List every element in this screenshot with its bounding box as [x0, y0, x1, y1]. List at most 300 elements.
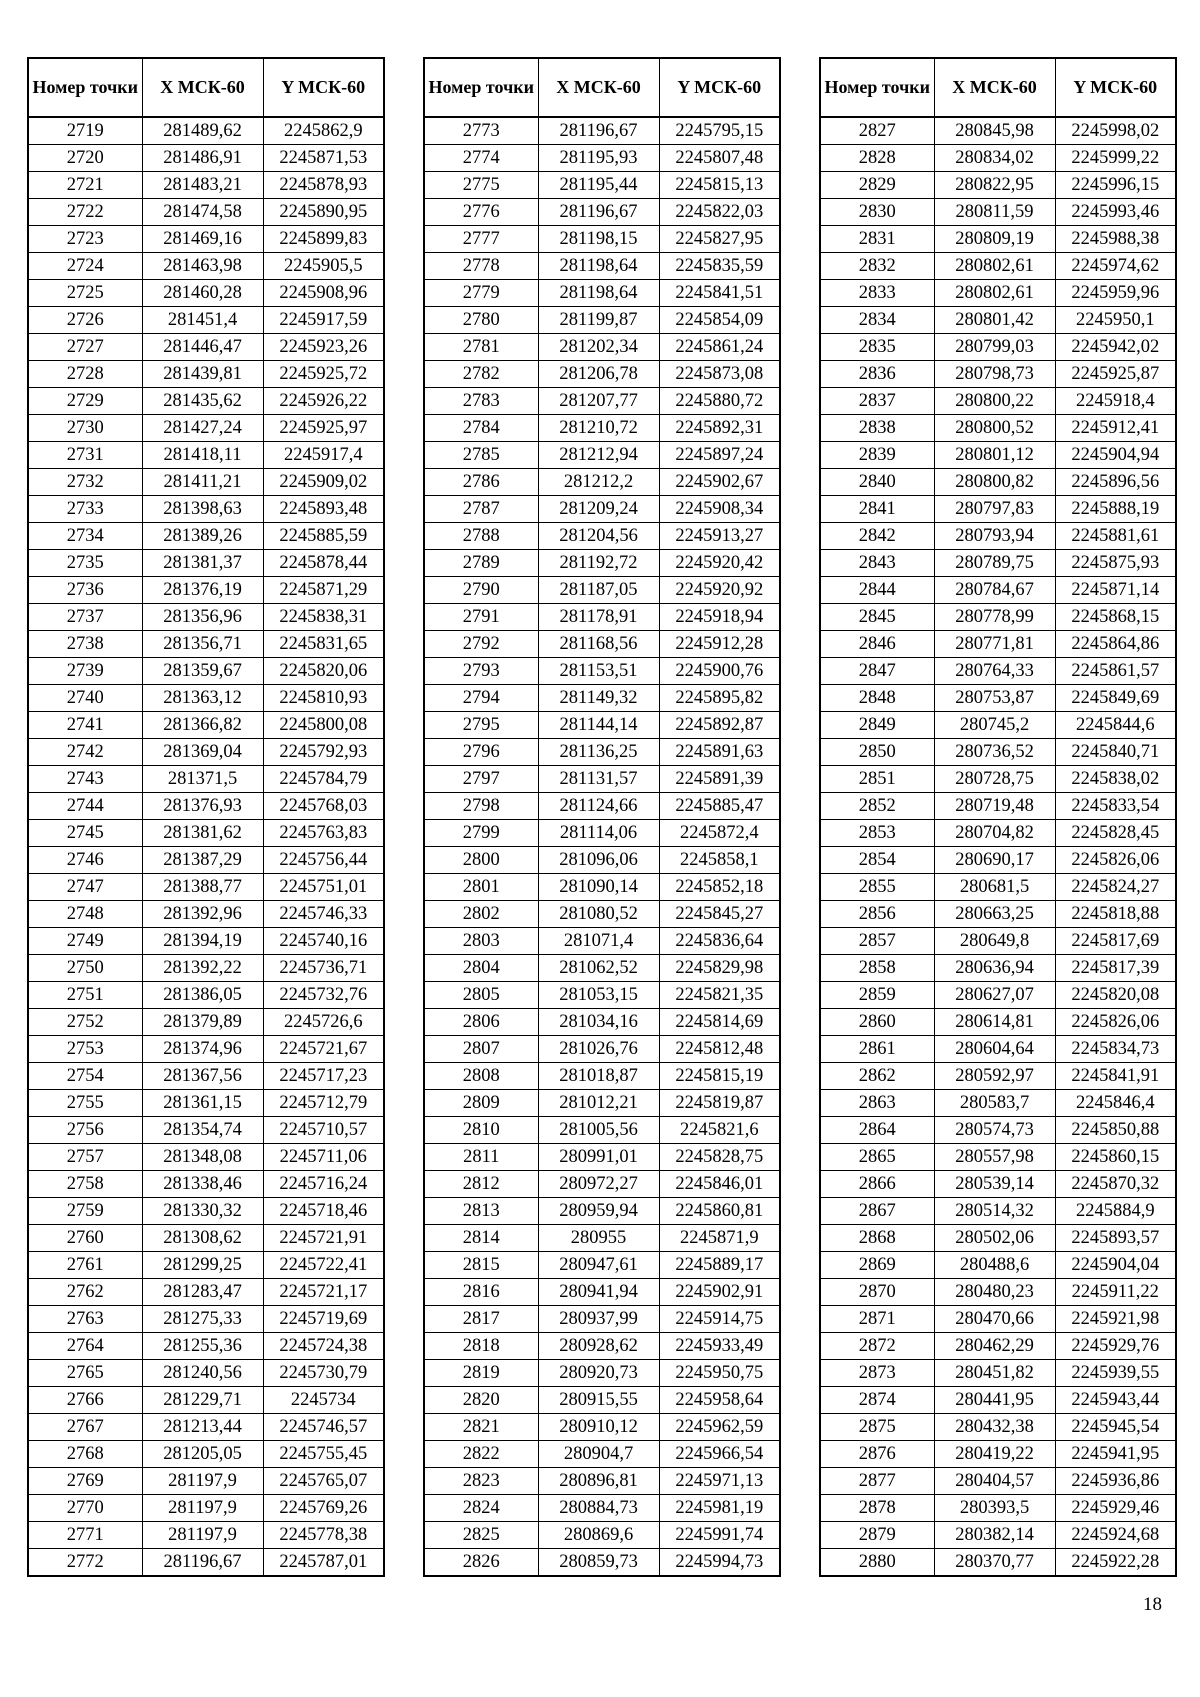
x-coordinate-cell: 280574,73	[934, 1117, 1055, 1144]
x-coordinate-cell: 281299,25	[142, 1252, 263, 1279]
x-coordinate-cell: 280745,2	[934, 712, 1055, 739]
point-number-cell: 2824	[424, 1495, 538, 1522]
x-coordinate-cell: 280800,82	[934, 469, 1055, 496]
y-coordinate-cell: 2245872,4	[659, 820, 780, 847]
table-row	[28, 847, 384, 874]
y-coordinate-cell: 2245892,87	[659, 712, 780, 739]
y-coordinate-cell: 2245891,63	[659, 739, 780, 766]
point-number-cell: 2784	[424, 415, 538, 442]
point-number-cell: 2738	[28, 631, 142, 658]
point-number-cell: 2823	[424, 1468, 538, 1495]
y-coordinate-cell: 2245942,02	[1055, 334, 1176, 361]
point-number-cell: 2848	[820, 685, 934, 712]
point-number-cell: 2875	[820, 1414, 934, 1441]
table-row	[424, 604, 780, 631]
table-row	[820, 955, 1176, 982]
point-number-cell: 2753	[28, 1036, 142, 1063]
x-coordinate-cell: 280884,73	[538, 1495, 659, 1522]
table-row	[820, 1117, 1176, 1144]
y-coordinate-cell: 2245900,76	[659, 658, 780, 685]
y-coordinate-cell: 2245870,32	[1055, 1171, 1176, 1198]
x-coordinate-cell: 280488,6	[934, 1252, 1055, 1279]
table-header-row	[28, 58, 384, 117]
table-row	[820, 712, 1176, 739]
x-coordinate-cell: 281427,24	[142, 415, 263, 442]
table-row	[28, 280, 384, 307]
point-number-cell: 2773	[424, 117, 538, 145]
y-coordinate-cell: 2245871,53	[263, 145, 384, 172]
table-row	[28, 307, 384, 334]
x-coordinate-cell: 281411,21	[142, 469, 263, 496]
table-row	[28, 1171, 384, 1198]
table-row	[28, 442, 384, 469]
table-row	[820, 1360, 1176, 1387]
y-coordinate-cell: 2245815,19	[659, 1063, 780, 1090]
point-number-cell: 2756	[28, 1117, 142, 1144]
point-number-cell: 2827	[820, 117, 934, 145]
point-number-cell: 2861	[820, 1036, 934, 1063]
y-coordinate-cell: 2245974,62	[1055, 253, 1176, 280]
coordinate-tables	[27, 57, 1175, 1572]
point-number-cell: 2839	[820, 442, 934, 469]
y-coordinate-cell: 2245893,48	[263, 496, 384, 523]
y-coordinate-cell: 2245826,06	[1055, 847, 1176, 874]
table-row	[28, 415, 384, 442]
table-row	[424, 117, 780, 145]
x-coordinate-cell: 280896,81	[538, 1468, 659, 1495]
point-number-cell: 2746	[28, 847, 142, 874]
y-coordinate-cell: 2245730,79	[263, 1360, 384, 1387]
table-row	[424, 1441, 780, 1468]
table-row	[820, 145, 1176, 172]
y-coordinate-cell: 2245820,06	[263, 658, 384, 685]
point-number-cell: 2796	[424, 739, 538, 766]
x-coordinate-cell: 281486,91	[142, 145, 263, 172]
table-row	[28, 1441, 384, 1468]
point-number-cell: 2771	[28, 1522, 142, 1549]
y-coordinate-cell: 2245912,41	[1055, 415, 1176, 442]
point-number-cell: 2804	[424, 955, 538, 982]
point-number-cell: 2818	[424, 1333, 538, 1360]
x-coordinate-cell: 280462,29	[934, 1333, 1055, 1360]
table-row	[28, 739, 384, 766]
point-number-cell: 2759	[28, 1198, 142, 1225]
y-coordinate-cell: 2245835,59	[659, 253, 780, 280]
y-coordinate-cell: 2245841,91	[1055, 1063, 1176, 1090]
table-row	[820, 901, 1176, 928]
table-row	[424, 1549, 780, 1577]
table-row	[424, 1252, 780, 1279]
point-number-cell: 2787	[424, 496, 538, 523]
table-row	[424, 415, 780, 442]
table-row	[28, 334, 384, 361]
x-coordinate-cell: 281192,72	[538, 550, 659, 577]
table-row	[820, 820, 1176, 847]
x-coordinate-cell: 281131,57	[538, 766, 659, 793]
y-coordinate-cell: 2245844,6	[1055, 712, 1176, 739]
table-row	[28, 604, 384, 631]
point-number-cell: 2840	[820, 469, 934, 496]
y-coordinate-cell: 2245755,45	[263, 1441, 384, 1468]
y-coordinate-cell: 2245852,18	[659, 874, 780, 901]
y-coordinate-cell: 2245787,01	[263, 1549, 384, 1577]
point-number-cell: 2737	[28, 604, 142, 631]
y-coordinate-cell: 2245838,31	[263, 604, 384, 631]
y-coordinate-cell: 2245840,71	[1055, 739, 1176, 766]
point-number-cell: 2863	[820, 1090, 934, 1117]
table-row	[820, 1144, 1176, 1171]
y-coordinate-cell: 2245817,39	[1055, 955, 1176, 982]
point-number-cell: 2795	[424, 712, 538, 739]
table-row	[820, 928, 1176, 955]
x-coordinate-cell: 281144,14	[538, 712, 659, 739]
table-row	[28, 117, 384, 145]
point-number-cell: 2728	[28, 361, 142, 388]
y-coordinate-cell: 2245812,48	[659, 1036, 780, 1063]
point-number-cell: 2790	[424, 577, 538, 604]
point-number-cell: 2811	[424, 1144, 538, 1171]
x-coordinate-cell: 280514,32	[934, 1198, 1055, 1225]
point-number-cell: 2743	[28, 766, 142, 793]
y-coordinate-cell: 2245846,01	[659, 1171, 780, 1198]
y-coordinate-cell: 2245966,54	[659, 1441, 780, 1468]
point-number-cell: 2822	[424, 1441, 538, 1468]
y-coordinate-cell: 2245831,65	[263, 631, 384, 658]
y-coordinate-cell: 2245810,93	[263, 685, 384, 712]
y-coordinate-cell: 2245891,39	[659, 766, 780, 793]
table-row	[820, 604, 1176, 631]
point-number-cell: 2783	[424, 388, 538, 415]
table-row	[424, 253, 780, 280]
header-point-number: Номер точки	[28, 58, 142, 117]
table-row	[424, 793, 780, 820]
point-number-cell: 2754	[28, 1063, 142, 1090]
table-row	[424, 388, 780, 415]
table-row	[424, 685, 780, 712]
table-row	[28, 550, 384, 577]
y-coordinate-cell: 2245846,4	[1055, 1090, 1176, 1117]
table-row	[28, 523, 384, 550]
y-coordinate-cell: 2245826,06	[1055, 1009, 1176, 1036]
y-coordinate-cell: 2245917,59	[263, 307, 384, 334]
y-coordinate-cell: 2245962,59	[659, 1414, 780, 1441]
y-coordinate-cell: 2245896,56	[1055, 469, 1176, 496]
x-coordinate-cell: 281197,9	[142, 1522, 263, 1549]
y-coordinate-cell: 2245756,44	[263, 847, 384, 874]
y-coordinate-cell: 2245718,46	[263, 1198, 384, 1225]
point-number-cell: 2810	[424, 1117, 538, 1144]
x-coordinate-cell: 280845,98	[934, 117, 1055, 145]
y-coordinate-cell: 2245836,64	[659, 928, 780, 955]
point-number-cell: 2878	[820, 1495, 934, 1522]
x-coordinate-cell: 280801,42	[934, 307, 1055, 334]
y-coordinate-cell: 2245904,94	[1055, 442, 1176, 469]
y-coordinate-cell: 2245845,27	[659, 901, 780, 928]
x-coordinate-cell: 280502,06	[934, 1225, 1055, 1252]
table-row	[28, 253, 384, 280]
x-coordinate-cell: 280955	[538, 1225, 659, 1252]
point-number-cell: 2868	[820, 1225, 934, 1252]
x-coordinate-cell: 281363,12	[142, 685, 263, 712]
point-number-cell: 2876	[820, 1441, 934, 1468]
coordinates-table-1	[27, 57, 385, 1577]
x-coordinate-cell: 281374,96	[142, 1036, 263, 1063]
point-number-cell: 2879	[820, 1522, 934, 1549]
x-coordinate-cell: 281149,32	[538, 685, 659, 712]
point-number-cell: 2859	[820, 982, 934, 1009]
point-number-cell: 2833	[820, 280, 934, 307]
point-number-cell: 2721	[28, 172, 142, 199]
y-coordinate-cell: 2245920,42	[659, 550, 780, 577]
x-coordinate-cell: 281197,9	[142, 1495, 263, 1522]
point-number-cell: 2719	[28, 117, 142, 145]
point-number-cell: 2772	[28, 1549, 142, 1577]
x-coordinate-cell: 281418,11	[142, 442, 263, 469]
point-number-cell: 2854	[820, 847, 934, 874]
y-coordinate-cell: 2245881,61	[1055, 523, 1176, 550]
table-row	[28, 1009, 384, 1036]
point-number-cell: 2870	[820, 1279, 934, 1306]
x-coordinate-cell: 280681,5	[934, 874, 1055, 901]
y-coordinate-cell: 2245716,24	[263, 1171, 384, 1198]
point-number-cell: 2842	[820, 523, 934, 550]
y-coordinate-cell: 2245921,98	[1055, 1306, 1176, 1333]
x-coordinate-cell: 280797,83	[934, 496, 1055, 523]
point-number-cell: 2729	[28, 388, 142, 415]
x-coordinate-cell: 281213,44	[142, 1414, 263, 1441]
x-coordinate-cell: 280592,97	[934, 1063, 1055, 1090]
x-coordinate-cell: 280404,57	[934, 1468, 1055, 1495]
point-number-cell: 2874	[820, 1387, 934, 1414]
point-number-cell: 2844	[820, 577, 934, 604]
point-number-cell: 2726	[28, 307, 142, 334]
point-number-cell: 2834	[820, 307, 934, 334]
y-coordinate-cell: 2245889,17	[659, 1252, 780, 1279]
table-row	[28, 199, 384, 226]
x-coordinate-cell: 280649,8	[934, 928, 1055, 955]
coordinates-table-3	[819, 57, 1177, 1577]
y-coordinate-cell: 2245722,41	[263, 1252, 384, 1279]
point-number-cell: 2856	[820, 901, 934, 928]
table-body	[28, 117, 384, 1576]
table-row	[28, 1468, 384, 1495]
y-coordinate-cell: 2245884,9	[1055, 1198, 1176, 1225]
y-coordinate-cell: 2245849,69	[1055, 685, 1176, 712]
table-row	[28, 1252, 384, 1279]
table-body	[820, 117, 1176, 1576]
y-coordinate-cell: 2245888,19	[1055, 496, 1176, 523]
point-number-cell: 2857	[820, 928, 934, 955]
x-coordinate-cell: 280802,61	[934, 280, 1055, 307]
point-number-cell: 2836	[820, 361, 934, 388]
point-number-cell: 2794	[424, 685, 538, 712]
table-row	[424, 1117, 780, 1144]
y-coordinate-cell: 2245850,88	[1055, 1117, 1176, 1144]
point-number-cell: 2742	[28, 739, 142, 766]
table-row	[820, 577, 1176, 604]
x-coordinate-cell: 281198,64	[538, 253, 659, 280]
y-coordinate-cell: 2245922,28	[1055, 1549, 1176, 1577]
point-number-cell: 2820	[424, 1387, 538, 1414]
point-number-cell: 2869	[820, 1252, 934, 1279]
y-coordinate-cell: 2245736,71	[263, 955, 384, 982]
x-coordinate-cell: 280441,95	[934, 1387, 1055, 1414]
table-row	[28, 172, 384, 199]
table-row	[28, 1414, 384, 1441]
table-row	[820, 1036, 1176, 1063]
table-row	[820, 982, 1176, 1009]
point-number-cell: 2760	[28, 1225, 142, 1252]
x-coordinate-cell: 281202,34	[538, 334, 659, 361]
point-number-cell: 2808	[424, 1063, 538, 1090]
header-y-coordinate: Y МСК-60	[1055, 58, 1176, 117]
y-coordinate-cell: 2245924,68	[1055, 1522, 1176, 1549]
x-coordinate-cell: 281369,04	[142, 739, 263, 766]
x-coordinate-cell: 281198,15	[538, 226, 659, 253]
point-number-cell: 2786	[424, 469, 538, 496]
point-number-cell: 2749	[28, 928, 142, 955]
y-coordinate-cell: 2245913,27	[659, 523, 780, 550]
y-coordinate-cell: 2245841,51	[659, 280, 780, 307]
table-row	[424, 172, 780, 199]
y-coordinate-cell: 2245911,22	[1055, 1279, 1176, 1306]
table-row	[424, 1171, 780, 1198]
table-row	[820, 847, 1176, 874]
point-number-cell: 2805	[424, 982, 538, 1009]
point-number-cell: 2845	[820, 604, 934, 631]
point-number-cell: 2722	[28, 199, 142, 226]
table-row	[28, 955, 384, 982]
x-coordinate-cell: 281206,78	[538, 361, 659, 388]
table-row	[28, 1225, 384, 1252]
y-coordinate-cell: 2245871,29	[263, 577, 384, 604]
point-number-cell: 2767	[28, 1414, 142, 1441]
y-coordinate-cell: 2245828,45	[1055, 820, 1176, 847]
table-row	[820, 685, 1176, 712]
x-coordinate-cell: 280799,03	[934, 334, 1055, 361]
x-coordinate-cell: 280809,19	[934, 226, 1055, 253]
x-coordinate-cell: 280604,64	[934, 1036, 1055, 1063]
point-number-cell: 2816	[424, 1279, 538, 1306]
table-row	[28, 388, 384, 415]
table-row	[424, 226, 780, 253]
y-coordinate-cell: 2245950,1	[1055, 307, 1176, 334]
x-coordinate-cell: 280869,6	[538, 1522, 659, 1549]
y-coordinate-cell: 2245724,38	[263, 1333, 384, 1360]
x-coordinate-cell: 281229,71	[142, 1387, 263, 1414]
y-coordinate-cell: 2245778,38	[263, 1522, 384, 1549]
table-row	[820, 1171, 1176, 1198]
y-coordinate-cell: 2245914,75	[659, 1306, 780, 1333]
y-coordinate-cell: 2245769,26	[263, 1495, 384, 1522]
point-number-cell: 2774	[424, 145, 538, 172]
x-coordinate-cell: 281071,4	[538, 928, 659, 955]
x-coordinate-cell: 281356,96	[142, 604, 263, 631]
table-row	[820, 1279, 1176, 1306]
y-coordinate-cell: 2245721,17	[263, 1279, 384, 1306]
y-coordinate-cell: 2245908,96	[263, 280, 384, 307]
table-row	[28, 1495, 384, 1522]
table-row	[424, 766, 780, 793]
y-coordinate-cell: 2245918,94	[659, 604, 780, 631]
table-row	[424, 1360, 780, 1387]
x-coordinate-cell: 281381,62	[142, 820, 263, 847]
table-row	[28, 145, 384, 172]
x-coordinate-cell: 280419,22	[934, 1441, 1055, 1468]
y-coordinate-cell: 2245873,08	[659, 361, 780, 388]
table-row	[28, 1198, 384, 1225]
point-number-cell: 2867	[820, 1198, 934, 1225]
x-coordinate-cell: 281062,52	[538, 955, 659, 982]
x-coordinate-cell: 281204,56	[538, 523, 659, 550]
point-number-cell: 2766	[28, 1387, 142, 1414]
table-row	[820, 307, 1176, 334]
x-coordinate-cell: 281195,44	[538, 172, 659, 199]
table-row	[28, 1117, 384, 1144]
y-coordinate-cell: 2245765,07	[263, 1468, 384, 1495]
table-row	[28, 766, 384, 793]
y-coordinate-cell: 2245815,13	[659, 172, 780, 199]
y-coordinate-cell: 2245827,95	[659, 226, 780, 253]
y-coordinate-cell: 2245861,57	[1055, 658, 1176, 685]
point-number-cell: 2731	[28, 442, 142, 469]
x-coordinate-cell: 281376,93	[142, 793, 263, 820]
point-number-cell: 2880	[820, 1549, 934, 1577]
table-row	[424, 1414, 780, 1441]
table-row	[820, 1009, 1176, 1036]
y-coordinate-cell: 2245763,83	[263, 820, 384, 847]
point-number-cell: 2770	[28, 1495, 142, 1522]
table-row	[424, 1495, 780, 1522]
table-row	[820, 226, 1176, 253]
x-coordinate-cell: 280915,55	[538, 1387, 659, 1414]
table-row	[424, 1333, 780, 1360]
y-coordinate-cell: 2245868,15	[1055, 604, 1176, 631]
table-row	[424, 1522, 780, 1549]
point-number-cell: 2860	[820, 1009, 934, 1036]
x-coordinate-cell: 281389,26	[142, 523, 263, 550]
y-coordinate-cell: 2245950,75	[659, 1360, 780, 1387]
point-number-cell: 2723	[28, 226, 142, 253]
x-coordinate-cell: 280736,52	[934, 739, 1055, 766]
point-number-cell: 2803	[424, 928, 538, 955]
x-coordinate-cell: 280800,22	[934, 388, 1055, 415]
point-number-cell: 2817	[424, 1306, 538, 1333]
x-coordinate-cell: 281338,46	[142, 1171, 263, 1198]
y-coordinate-cell: 2245908,34	[659, 496, 780, 523]
y-coordinate-cell: 2245829,98	[659, 955, 780, 982]
table-row	[424, 739, 780, 766]
point-number-cell: 2788	[424, 523, 538, 550]
point-number-cell: 2837	[820, 388, 934, 415]
table-row	[820, 1333, 1176, 1360]
x-coordinate-cell: 281392,96	[142, 901, 263, 928]
y-coordinate-cell: 2245871,14	[1055, 577, 1176, 604]
x-coordinate-cell: 281330,32	[142, 1198, 263, 1225]
x-coordinate-cell: 280432,38	[934, 1414, 1055, 1441]
x-coordinate-cell: 280937,99	[538, 1306, 659, 1333]
y-coordinate-cell: 2245821,35	[659, 982, 780, 1009]
x-coordinate-cell: 280393,5	[934, 1495, 1055, 1522]
table-row	[820, 658, 1176, 685]
point-number-cell: 2865	[820, 1144, 934, 1171]
y-coordinate-cell: 2245740,16	[263, 928, 384, 955]
point-number-cell: 2831	[820, 226, 934, 253]
y-coordinate-cell: 2245817,69	[1055, 928, 1176, 955]
table-row	[424, 1009, 780, 1036]
table-row	[820, 523, 1176, 550]
table-row	[820, 631, 1176, 658]
